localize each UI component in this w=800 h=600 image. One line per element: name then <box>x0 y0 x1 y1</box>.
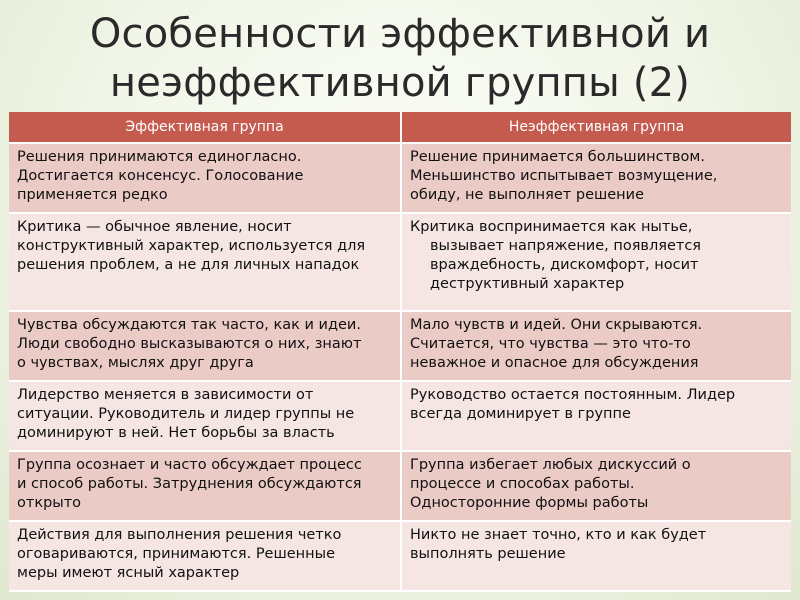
effective-cell <box>9 381 401 451</box>
ineffective-cell <box>401 311 791 381</box>
ineffective-cell <box>401 143 791 213</box>
cell-line: Чувства обсуждаются так часто, как и идеи. <box>17 317 361 333</box>
cell-line: оговариваются, принимаются. Решенные <box>17 546 336 562</box>
slide-title-line-1: Особенности эффективной и <box>89 11 711 57</box>
cell-line: Критика воспринимается как нытье, <box>410 219 693 235</box>
cell-line: Люди свободно высказываются о них, знают <box>17 336 362 352</box>
table-header-row <box>9 112 791 143</box>
cell-line: деструктивный характер <box>430 276 625 292</box>
cell-line: Мало чувств и идей. Они скрываются. <box>410 317 703 333</box>
cell-line: Считается, что чувства — это что-то <box>410 336 691 352</box>
comparison-table <box>9 112 791 592</box>
table-row <box>9 521 791 591</box>
ineffective-cell <box>401 521 791 591</box>
cell-line: Группа осознает и часто обсуждает процесс <box>17 457 362 473</box>
cell-line: доминируют в ней. Нет борьбы за власть <box>17 425 335 441</box>
table-row <box>9 381 791 451</box>
cell-line: Лидерство меняется в зависимости от <box>17 387 314 403</box>
cell-line: конструктивный характер, используется для <box>17 238 366 254</box>
effective-cell <box>9 213 401 311</box>
cell-line: Односторонние формы работы <box>410 495 649 511</box>
cell-line: меры имеют ясный характер <box>17 565 240 581</box>
table-row <box>9 143 791 213</box>
effective-cell <box>9 311 401 381</box>
cell-line: Достигается консенсус. Голосование <box>17 168 304 184</box>
cell-line: применяется редко <box>17 187 168 203</box>
cell-line: о чувствах, мыслях друг друга <box>17 355 254 371</box>
table-row <box>9 451 791 521</box>
effective-cell <box>9 143 401 213</box>
cell-line: и способ работы. Затруднения обсуждаются <box>17 476 362 492</box>
ineffective-cell <box>401 451 791 521</box>
effective-cell <box>9 521 401 591</box>
ineffective-cell <box>401 381 791 451</box>
cell-line: враждебность, дискомфорт, носит <box>430 257 699 273</box>
cell-line: неважное и опасное для обсуждения <box>410 355 699 371</box>
cell-line: Решения принимаются единогласно. <box>17 149 302 165</box>
cell-line: открыто <box>17 495 82 511</box>
cell-line: выполнять решение <box>410 546 566 562</box>
cell-line: Никто не знает точно, кто и как будет <box>410 527 707 543</box>
cell-line: Группа избегает любых дискуссий о <box>410 457 691 473</box>
table-row <box>9 213 791 311</box>
cell-line: Решение принимается большинством. <box>410 149 705 165</box>
cell-line: ситуации. Руководитель и лидер группы не <box>17 406 355 422</box>
effective-cell <box>9 451 401 521</box>
table-row <box>9 311 791 381</box>
comparison-table-container <box>9 112 791 600</box>
ineffective-cell <box>401 213 791 311</box>
cell-line: Критика — обычное явление, носит <box>17 219 292 235</box>
header-ineffective-group: Неэффективная группа <box>401 112 791 143</box>
header-effective-group: Эффективная группа <box>9 112 401 143</box>
cell-line: всегда доминирует в группе <box>410 406 631 422</box>
cell-line: процессе и способах работы. <box>410 476 635 492</box>
slide-title <box>0 10 800 108</box>
cell-line: Руководство остается постоянным. Лидер <box>410 387 736 403</box>
cell-line: решения проблем, а не для личных нападок <box>17 257 360 273</box>
cell-line: Меньшинство испытывает возмущение, <box>410 168 718 184</box>
cell-line: обиду, не выполняет решение <box>410 187 645 203</box>
cell-line: Действия для выполнения решения четко <box>17 527 342 543</box>
slide-title-line-2: неэффективной группы (2) <box>109 60 691 106</box>
cell-line: вызывает напряжение, появляется <box>430 238 702 254</box>
